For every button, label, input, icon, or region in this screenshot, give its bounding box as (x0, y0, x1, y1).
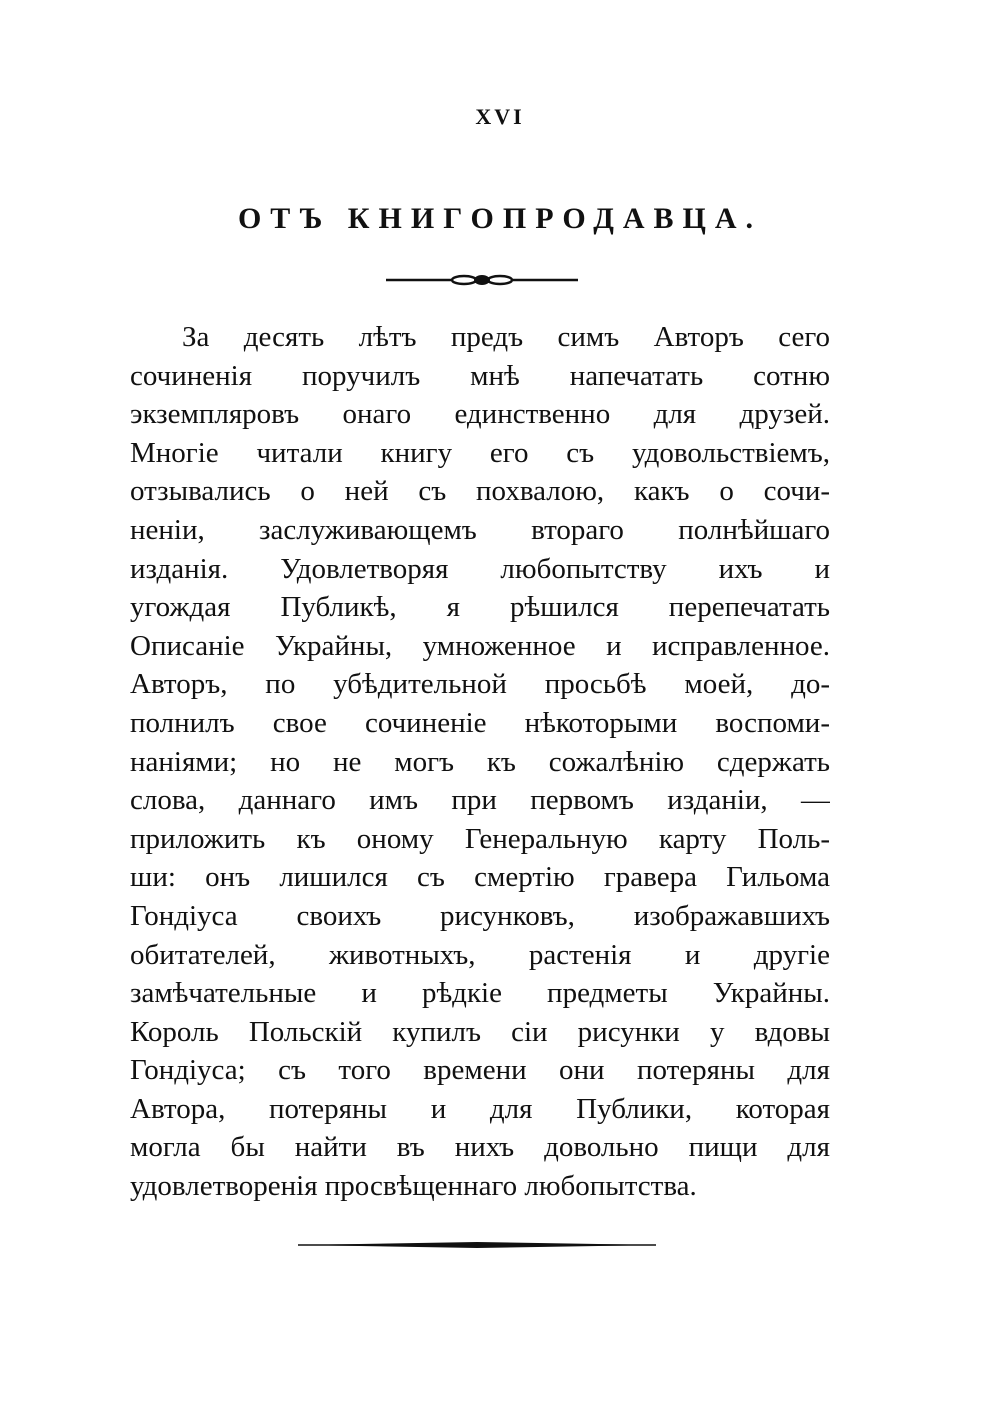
body-line: ши: онъ лишился съ смертію гравера Гильома (130, 861, 830, 894)
body-line: могла бы найти въ нихъ довольно пищи для (130, 1131, 830, 1164)
body-line: обитателей, животныхъ, растенія и другіе (130, 938, 830, 971)
body-line: сочиненія поручилъ мнѣ напечатать сотню (130, 359, 830, 392)
body-line: отзывались о ней съ похвалою, какъ о сочи- (130, 475, 830, 508)
body-line: Описаніе Украйны, умноженное и исправленное. (130, 629, 830, 662)
body-line: Авторъ, по убѣдительной просьбѣ моей, до- (130, 668, 830, 701)
body-line: Гондіуса своихъ рисунковъ, изображавшихъ (130, 899, 830, 932)
body-line: приложить къ оному Генеральную карту Поль- (130, 822, 830, 855)
body-line: слова, даннаго имъ при первомъ изданіи, — (130, 784, 830, 817)
ornament-divider (386, 272, 578, 288)
body-line: экземпляровъ онаго единственно для друзей. (130, 398, 830, 431)
body-line: Гондіуса; съ того времени они потеряны для (130, 1054, 830, 1087)
body-line: полнилъ свое сочиненіе нѣкоторыми воспоми- (130, 706, 830, 739)
body-line: Автора, потеряны и для Публики, которая (130, 1092, 830, 1125)
end-rule-divider (298, 1238, 656, 1252)
page-number: XVI (475, 104, 525, 129)
body-line: удовлетворенія просвѣщеннаго любопытства. (130, 1170, 697, 1203)
body-line: неніи, заслуживающемъ втораго полнѣйшаго (130, 513, 830, 546)
body-line: замѣчательные и рѣдкіе предметы Украйны. (130, 977, 830, 1010)
section-heading: ОТЪ КНИГОПРОДАВЦА. (237, 202, 763, 235)
body-line: изданія. Удовлетворяя любопытству ихъ и (130, 552, 830, 585)
body-line: угождая Публикѣ, я рѣшился перепечатать (130, 591, 830, 624)
body-line: Король Польскій купилъ сіи рисунки у вдовы (130, 1015, 830, 1048)
body-line: За десять лѣтъ предъ симъ Авторъ сего (182, 321, 830, 353)
body-line: Многіе читали книгу его съ удовольствіемъ, (130, 436, 830, 469)
body-line: наніями; но не могъ къ сожалѣнію сдержать (130, 745, 830, 778)
body-text (130, 318, 830, 1206)
